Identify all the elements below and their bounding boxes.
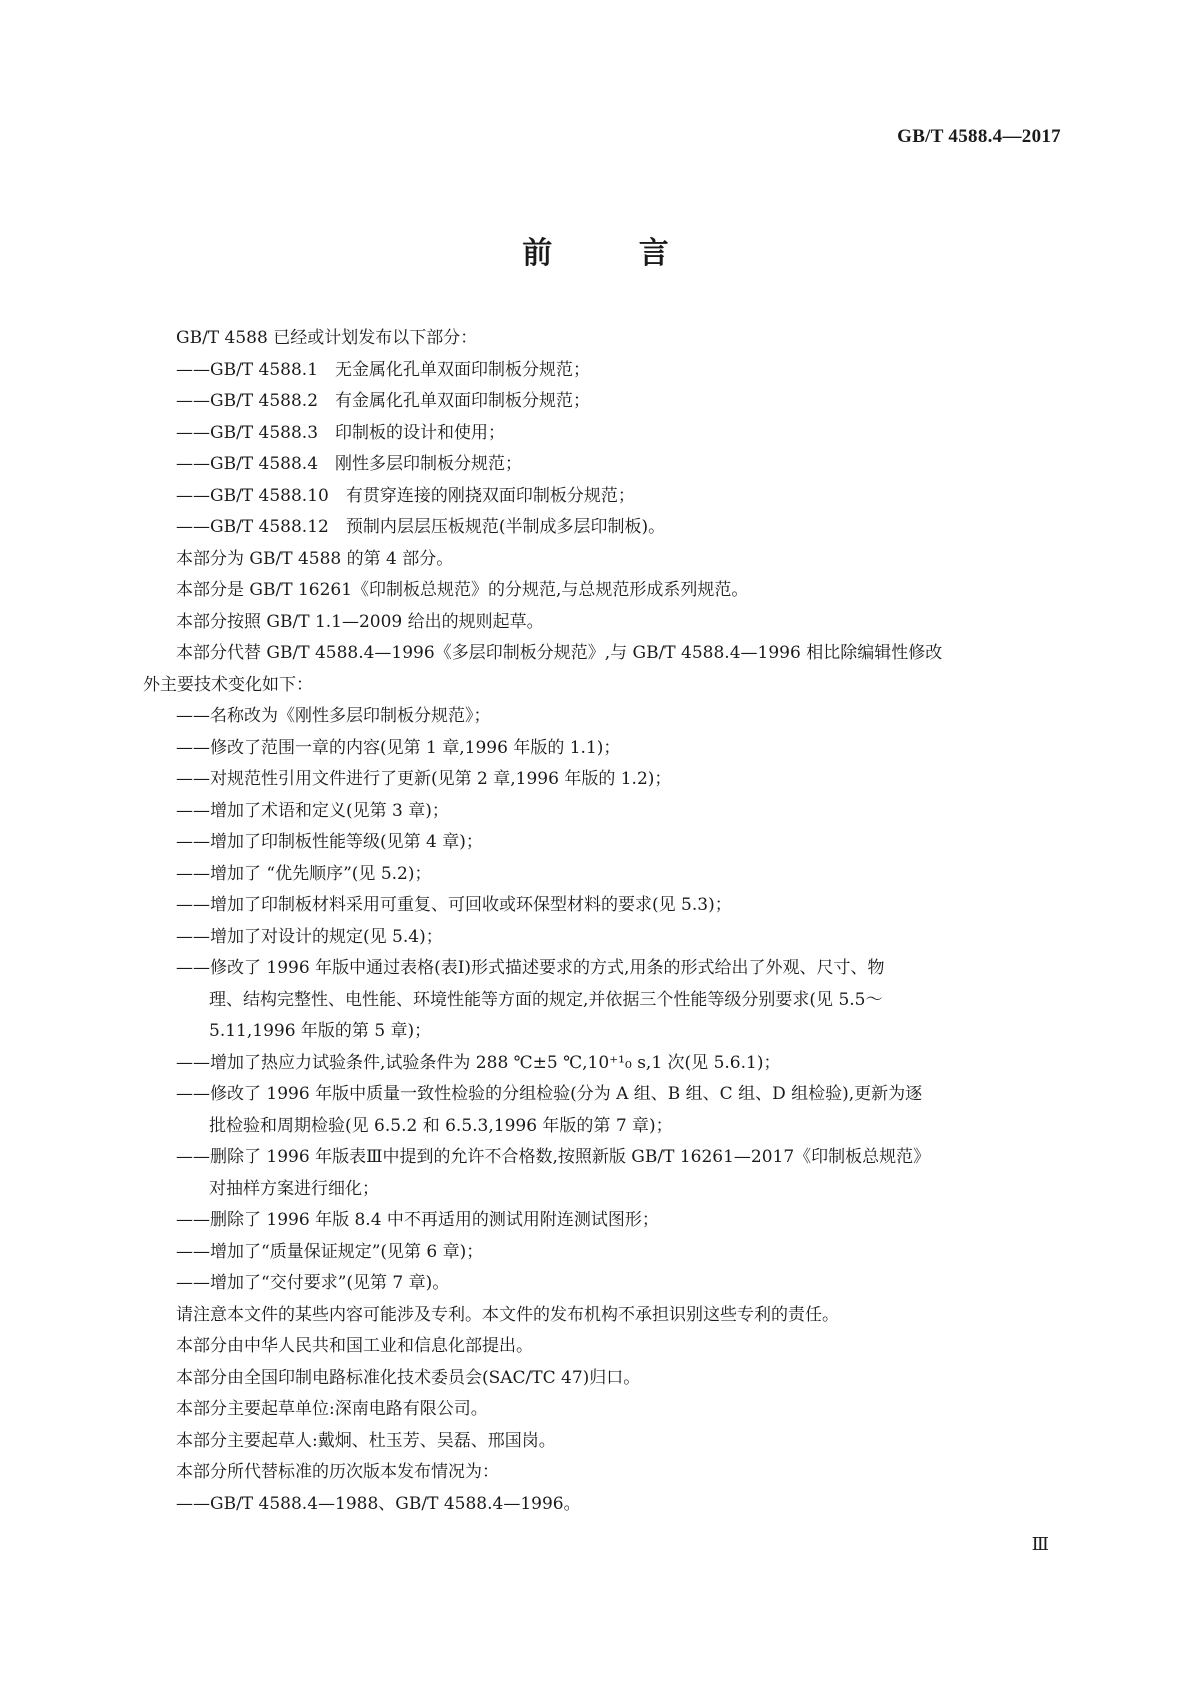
dash-list-item: ——增加了 “优先顺序”(见 5.2)； — [176, 863, 432, 884]
dash-list-item: ——修改了 1996 年版中通过表格(表Ⅰ)形式描述要求的方式,用条的形式给出了外观、尺寸、物 — [176, 958, 885, 978]
dash-list-item: ——GB/T 4588.3 印制板的设计和使用； — [176, 422, 506, 443]
list-item-continuation: 批检验和周期检验(见 6.5.2 和 6.5.3,1996 年版的第 7 章)； — [209, 1115, 673, 1136]
paragraph: 本部分是 GB/T 16261《印制板总规范》的分规范,与总规范形成系列规范。 — [176, 580, 749, 600]
dash-list-item: ——增加了热应力试验条件,试验条件为 288 ℃±5 ℃,10⁺¹₀ s,1 次(见 5.6.1)； — [176, 1052, 781, 1073]
paragraph: 本部分所代替标准的历次版本发布情况为： — [176, 1462, 499, 1482]
paragraph: GB/T 4588 已经或计划发布以下部分： — [176, 328, 478, 348]
dash-list-item: ——修改了 1996 年版中质量一致性检验的分组检验(分为 A 组、B 组、C 组、D 组检验),更新为逐 — [176, 1084, 923, 1104]
dash-list-item: ——名称改为《刚性多层印制板分规范》； — [176, 706, 491, 726]
paragraph: 请注意本文件的某些内容可能涉及专利。本文件的发布机构不承担识别这些专利的责任。 — [176, 1304, 839, 1325]
dash-list-item: ——增加了印制板性能等级(见第 4 章)； — [176, 832, 483, 852]
dash-list-item: ——删除了 1996 年版 8.4 中不再适用的测试用附连测试图形； — [176, 1210, 659, 1230]
dash-list-item: ——增加了“质量保证规定”(见第 6 章)； — [176, 1241, 484, 1262]
paragraph: 本部分由中华人民共和国工业和信息化部提出。 — [176, 1336, 533, 1356]
dash-list-item: ——对规范性引用文件进行了更新(见第 2 章,1996 年版的 1.2)； — [176, 769, 672, 789]
paragraph: 本部分主要起草单位:深南电路有限公司。 — [176, 1399, 488, 1419]
page-title: 前 言 — [522, 236, 707, 271]
paragraph: 本部分代替 GB/T 4588.4—1996《多层印制板分规范》,与 GB/T 4588.4—1996 相比除编辑性修改 — [176, 643, 943, 663]
standard-number: GB/T 4588.4—2017 — [897, 126, 1061, 147]
dash-list-item: ——修改了范围一章的内容(见第 1 章,1996 年版的 1.1)； — [176, 737, 621, 758]
list-item-continuation: 5.11,1996 年版的第 5 章)； — [209, 1021, 432, 1041]
dash-list-item: ——GB/T 4588.1 无金属化孔单双面印制板分规范； — [176, 359, 591, 380]
dash-list-item: ——增加了“交付要求”(见第 7 章)。 — [176, 1273, 450, 1293]
paragraph: 本部分按照 GB/T 1.1—2009 给出的规则起草。 — [176, 611, 544, 632]
dash-list-item: ——增加了术语和定义(见第 3 章)； — [176, 800, 449, 821]
list-item-continuation: 对抽样方案进行细化； — [209, 1178, 379, 1199]
dash-list-item: ——增加了对设计的规定(见 5.4)； — [176, 926, 443, 947]
dash-list-item: ——GB/T 4588.12 预制内层层压板规范(半制成多层印制板)。 — [176, 517, 666, 537]
paragraph-continuation: 外主要技术变化如下： — [143, 674, 313, 695]
foreword-body — [143, 323, 1056, 1520]
dash-list-item: ——GB/T 4588.4 刚性多层印制板分规范； — [176, 454, 523, 474]
dash-list-item: ——删除了 1996 年版表Ⅲ中提到的允许不合格数,按照新版 GB/T 16261—2017《印制板总规范》 — [176, 1147, 931, 1167]
paragraph: 本部分主要起草人:戴炯、杜玉芳、吴磊、邢国岗。 — [176, 1430, 556, 1451]
page-number: Ⅲ — [1031, 1534, 1049, 1554]
dash-list-item: ——GB/T 4588.4—1988、GB/T 4588.4—1996。 — [176, 1493, 581, 1514]
paragraph: 本部分由全国印制电路标准化技术委员会(SAC/TC 47)归口。 — [176, 1367, 641, 1388]
dash-list-item: ——增加了印制板材料采用可重复、可回收或环保型材料的要求(见 5.3)； — [176, 895, 732, 915]
dash-list-item: ——GB/T 4588.10 有贯穿连接的刚挠双面印制板分规范； — [176, 485, 635, 506]
paragraph: 本部分为 GB/T 4588 的第 4 部分。 — [176, 548, 454, 569]
dash-list-item: ——GB/T 4588.2 有金属化孔单双面印制板分规范； — [176, 391, 591, 411]
list-item-continuation: 理、结构完整性、电性能、环境性能等方面的规定,并依据三个性能等级分别要求(见 5.5～ — [209, 989, 883, 1010]
